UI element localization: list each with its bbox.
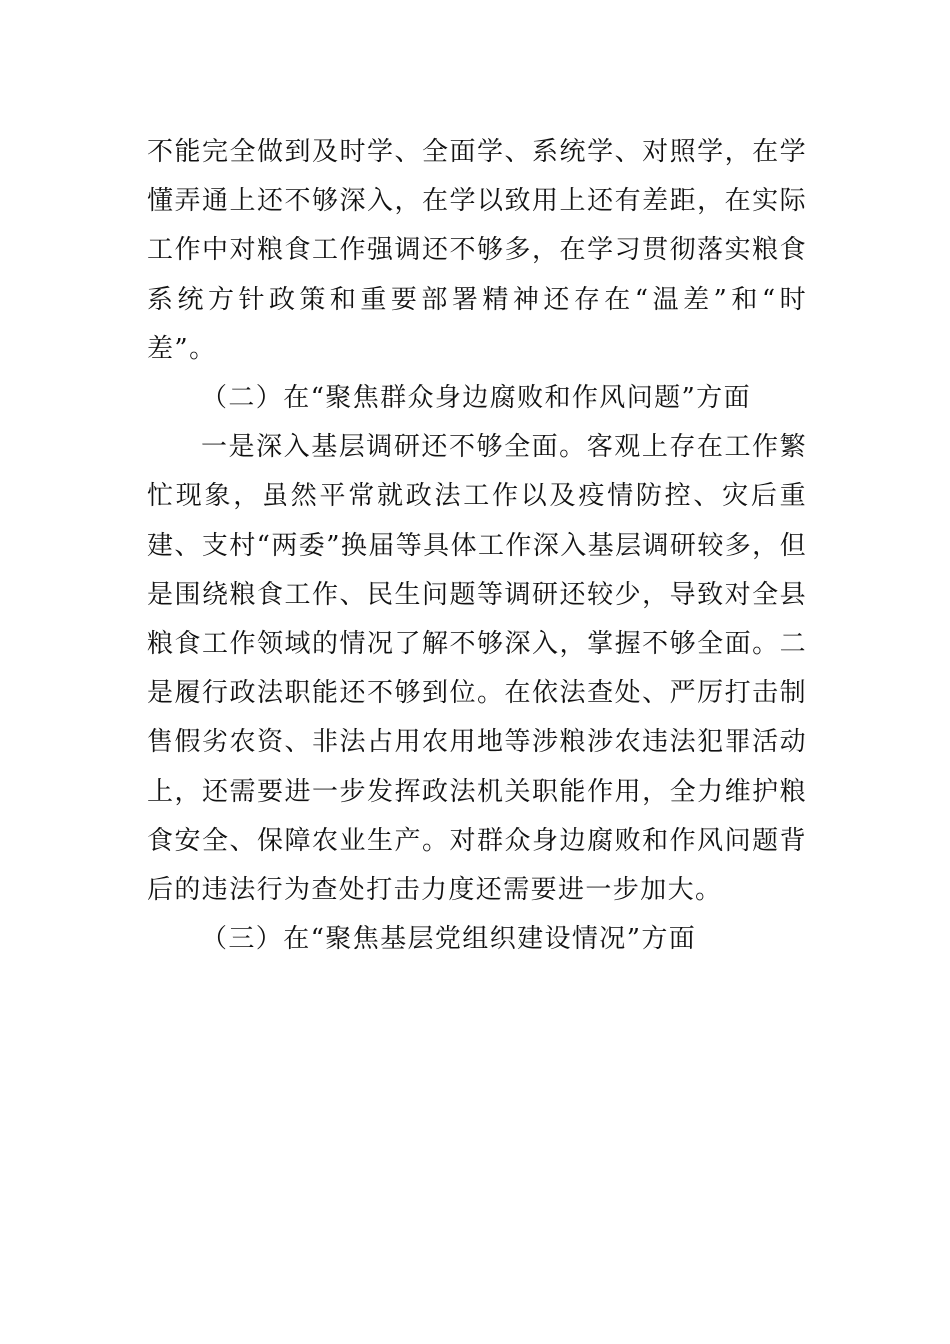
document-body [147,128,807,964]
paragraph-section-two: 一是深入基层调研还不够全面。客观上存在工作繁忙现象，虽然平常就政法工作以及疫情防控、灾后重建、支村“两委”换届等具体工作深入基层调研较多，但是围绕粮食工作、民生问题等调研还较少，导致对全县粮食工作领域的情况了解不够深入，掌握不够全面。二是履行政法职能还不够到位。在依法查处、严厉打击制售假劣农资、非法占用农用地等涉粮涉农违法犯罪活动上，还需要进一步发挥政法机关职能作用，全力维护粮食安全、保障农业生产。对群众身边腐败和作风问题背后的违法行为查处打击力度还需要进一步加大。 [147,432,807,906]
section-heading-two: （二）在“聚焦群众身边腐败和作风问题”方面 [201,383,751,414]
section-heading-three: （三）在“聚焦基层党组织建设情况”方面 [201,924,697,955]
paragraph-continuation: 不能完全做到及时学、全面学、系统学、对照学，在学懂弄通上还不够深入，在学以致用上还有差距，在实际工作中对粮食工作强调还不够多，在学习贯彻落实粮食系统方针政策和重要部署精神还存在“温差”和“时差”。 [147,137,807,364]
